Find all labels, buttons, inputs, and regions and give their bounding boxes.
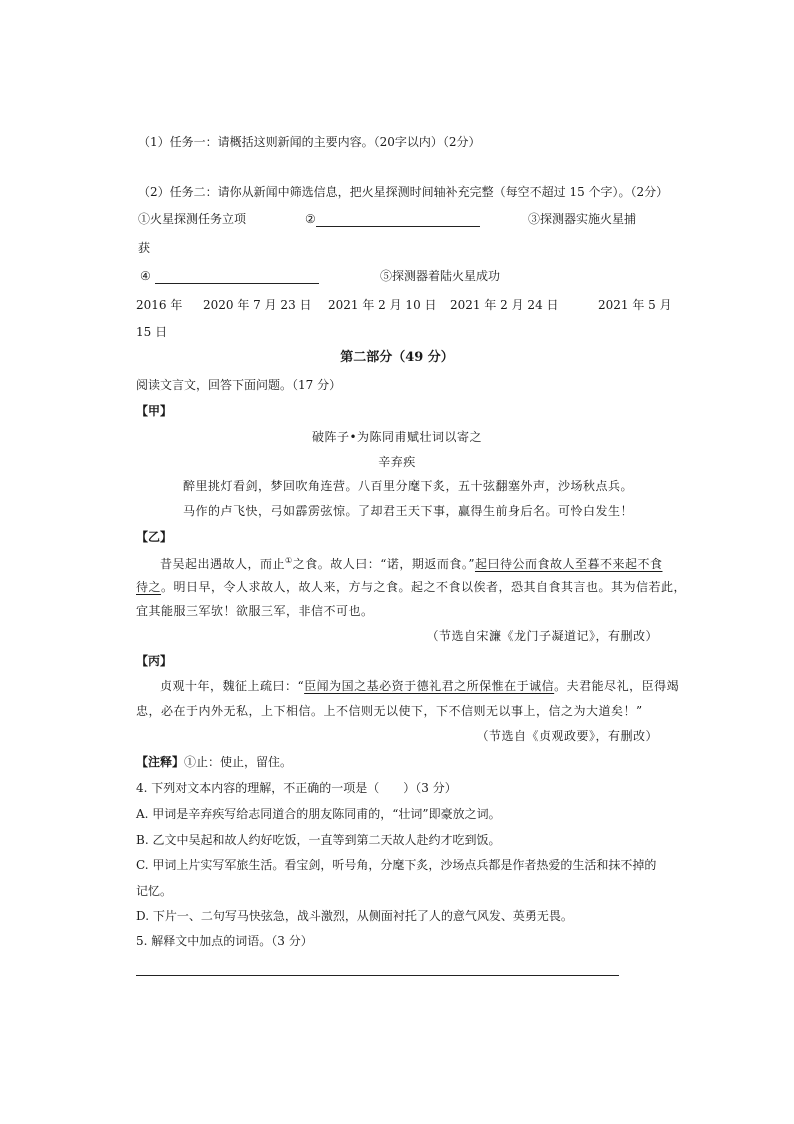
yi-paragraph-line-1: [160, 553, 662, 572]
yi-paragraph-line-2: [136, 579, 686, 595]
yi-underlined-sentence: 起曰待公而食故人至暮不来起不食: [474, 557, 663, 571]
yi-underlined-tail: 待之: [136, 580, 162, 594]
poem-title: 破阵子•为陈同甫赋壮词以寄之: [311, 430, 483, 444]
timeline-step-2-label: ②: [305, 212, 316, 226]
timeline-step-3-tail: 获: [138, 241, 151, 255]
timeline-step-5: ⑤探测器着陆火星成功: [380, 269, 501, 283]
timeline-date-3: 2021 年 2 月 10 日: [328, 298, 437, 312]
answer-blank-4[interactable]: [155, 270, 319, 284]
timeline-date-5-tail: 15 日: [136, 325, 168, 339]
bing-paragraph-line-2: 忠，必在于内外无私，上下相信。上不信则无以使下，下不信则无以事上，信之为大道矣！”: [136, 704, 643, 718]
question-4-stem: 4. 下列对文本内容的理解，不正确的一项是（ ）（3 分）: [136, 781, 457, 795]
question-5-stem: 5. 解释文中加点的词语。（3 分）: [136, 934, 313, 948]
bing-underlined-sentence: 臣闻为国之基必资于德礼君之所保惟在于诚信: [304, 679, 555, 693]
task-one-question: （1）任务一：请概括这则新闻的主要内容。（20字以内）（2分）: [138, 135, 481, 149]
timeline-date-2: 2020 年 7 月 23 日: [203, 298, 312, 312]
timeline-date-4: 2021 年 2 月 24 日: [450, 298, 559, 312]
annotation: [136, 754, 292, 770]
yi-text-a: 昔吴起出遇故人，而止: [160, 557, 286, 571]
bing-text-a: 贞观十年，魏征上疏曰：“: [160, 679, 305, 693]
section-jia-label: 【甲】: [136, 404, 173, 418]
poem-author: 辛弃疾: [378, 455, 416, 469]
timeline-step-4: [140, 268, 319, 284]
yi-paragraph-line-3: 宜其能服三军欤！欲服三军，非信不可也。: [136, 604, 374, 618]
bing-text-b: 。夫君能尽礼，臣得竭: [554, 679, 680, 693]
answer-blank-2[interactable]: [316, 213, 480, 227]
section-bing-label: 【丙】: [136, 654, 173, 668]
annotation-text: ①止：使止，留住。: [184, 755, 293, 769]
section-yi-label: 【乙】: [136, 530, 173, 544]
poem-line-1: 醉里挑灯看剑，梦回吹角连营。八百里分麾下炙，五十弦翻塞外声，沙场秋点兵。: [183, 479, 634, 493]
yi-source: （节选自宋濂《龙门子凝道记》，有删改）: [426, 629, 658, 643]
question-4-option-d[interactable]: D. 下片一、二句写马快弦急，战斗激烈，从侧面衬托了人的意气风发、英勇无畏。: [136, 909, 573, 923]
bing-paragraph-line-1: [160, 678, 679, 694]
timeline-date-1: 2016 年: [136, 298, 183, 312]
part-two-heading: 第二部分（49 分）: [340, 350, 454, 365]
yi-text-c: 。明日早，令人求故人，故人来，方与之食。起之不食以俟者，恐其自食其言也。其为信若此，: [161, 580, 687, 594]
poem-line-2: 马作的卢飞快，弓如霹雳弦惊。了却君王天下事，赢得生前身后名。可怜白发生！: [183, 504, 634, 518]
timeline-step-2: [305, 211, 480, 227]
reading-intro: 阅读文言文，回答下面问题。（17 分）: [136, 378, 342, 392]
question-4-option-c-tail: 记忆。: [136, 884, 173, 898]
bing-source: （节选自《贞观政要》，有删改）: [476, 729, 658, 743]
question-4-option-c[interactable]: C. 甲词上片实写军旅生活。看宝剑，听号角，分麾下炙，沙场点兵都是作者热爱的生活和抹不掉的: [136, 858, 657, 872]
timeline-step-1: ①火星探测任务立项: [138, 212, 247, 226]
footnote-marker: ①: [285, 556, 293, 565]
timeline-date-5: 2021 年 5 月: [598, 298, 672, 312]
question-4-option-b[interactable]: B. 乙文中吴起和故人约好吃饭，一直等到第二天故人赴约才吃到饭。: [136, 833, 501, 847]
yi-text-b: 之食。故人曰：“诺，期返而食。”: [292, 557, 475, 571]
task-two-question: （2）任务二：请你从新闻中筛选信息，把火星探测时间轴补充完整（每空不超过 15 个字）。（2分）: [138, 185, 669, 199]
timeline-step-3: ③探测器实施火星捕: [528, 212, 637, 226]
answer-line[interactable]: [136, 975, 619, 976]
question-4-option-a[interactable]: A. 甲词是辛弃疾写给志同道合的朋友陈同甫的，“壮词”即豪放之词。: [136, 807, 501, 821]
annotation-label: 【注释】: [136, 755, 185, 769]
timeline-step-4-label: ④: [140, 269, 151, 283]
